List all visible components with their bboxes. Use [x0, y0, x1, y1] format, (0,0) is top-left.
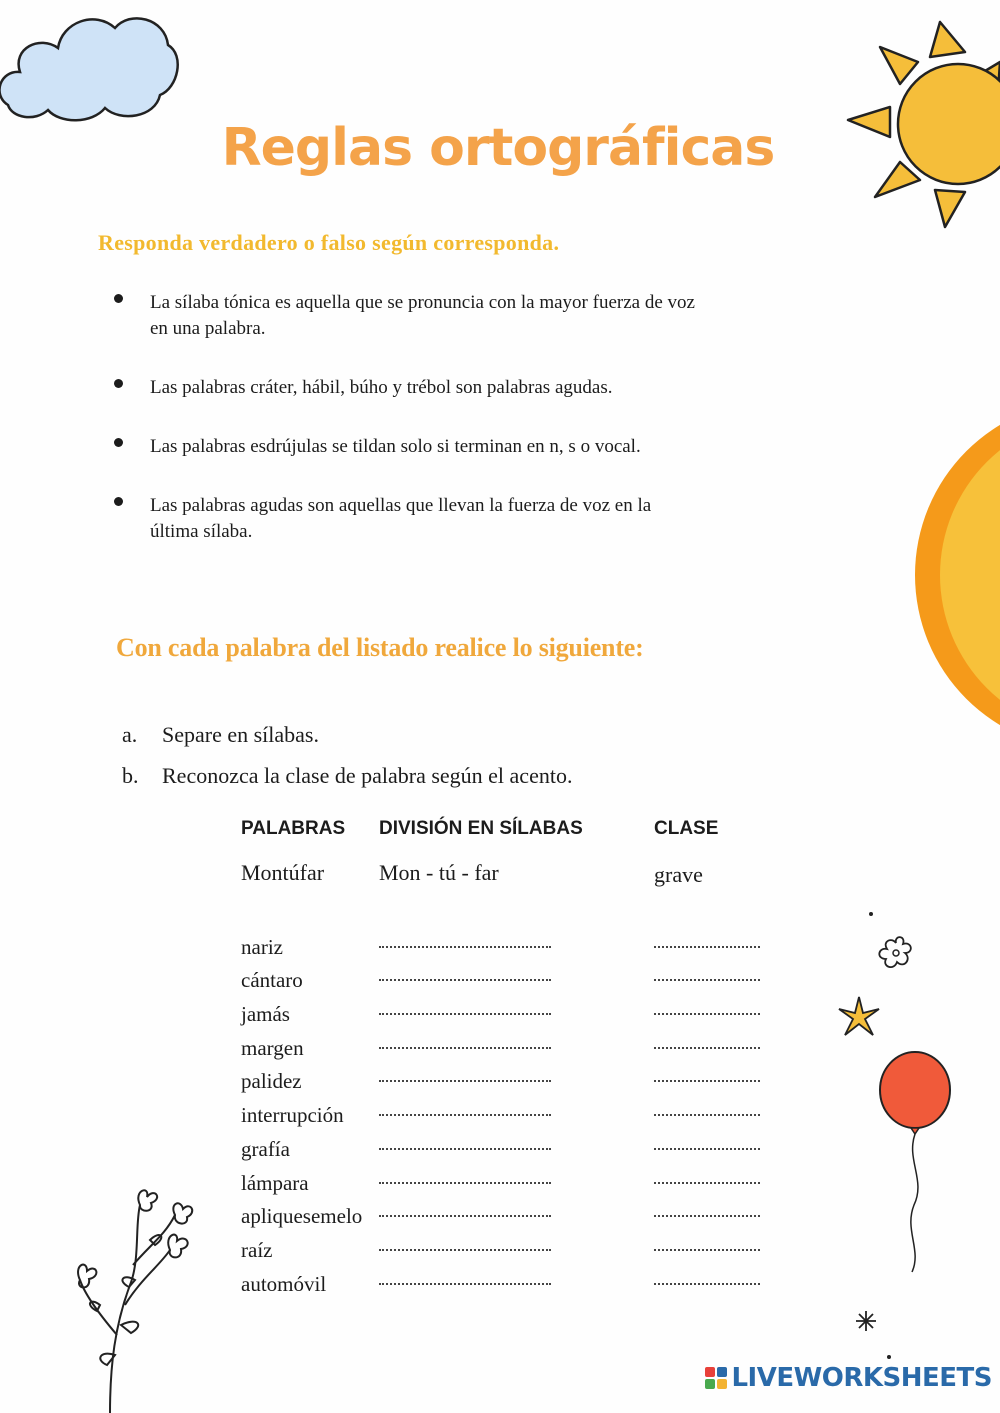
dot-decoration: [887, 1355, 891, 1359]
class-answer-field[interactable]: [654, 1137, 781, 1162]
division-answer-field[interactable]: [379, 1103, 654, 1128]
division-answer-field[interactable]: [379, 1137, 654, 1162]
word-cell: margen: [241, 1035, 304, 1060]
flower-doodle-icon: [876, 935, 916, 971]
bullet-icon: [114, 438, 123, 447]
table-row: [241, 1229, 781, 1263]
division-answer-field[interactable]: [379, 1002, 654, 1027]
example-class: grave: [654, 862, 703, 887]
header-clase: CLASE: [654, 818, 719, 839]
step-item: b. Reconozca la clase de palabra según el acento.: [122, 763, 573, 788]
header-palabras: PALABRAS: [241, 818, 346, 839]
word-cell: nariz: [241, 934, 283, 959]
table-row: [241, 993, 781, 1027]
instruction-word-list: Con cada palabra del listado realice lo siguiente:: [116, 633, 644, 662]
word-cell: raíz: [241, 1237, 273, 1262]
class-answer-field[interactable]: [654, 1103, 781, 1128]
header-division: DIVISIÓN EN SÍLABAS: [379, 818, 583, 839]
division-answer-field[interactable]: [379, 1069, 654, 1094]
list-item: Las palabras agudas son aquellas que llevan la fuerza de voz en la última sílaba.: [110, 493, 700, 545]
table-row: [241, 1263, 781, 1297]
table-row: [241, 1094, 781, 1128]
class-answer-field[interactable]: [654, 968, 781, 993]
list-item: La sílaba tónica es aquella que se pronuncia con la mayor fuerza de voz en una palabra.: [110, 290, 700, 342]
table-header: [241, 818, 781, 860]
bullet-icon: [114, 294, 123, 303]
plant-icon: [55, 1185, 205, 1413]
example-word: Montúfar: [241, 860, 325, 885]
class-answer-field[interactable]: [654, 1171, 781, 1196]
logo-icon: [705, 1367, 727, 1389]
sparkle-icon: [855, 1310, 877, 1332]
example-row: [241, 860, 781, 926]
division-answer-field[interactable]: [379, 1204, 654, 1229]
list-item: Las palabras cráter, hábil, búho y trébol son palabras agudas.: [110, 375, 700, 401]
page-title: Reglas ortográficas: [221, 118, 775, 178]
division-answer-field[interactable]: [379, 1238, 654, 1263]
word-cell: lámpara: [241, 1170, 309, 1195]
table-row: [241, 1027, 781, 1061]
word-cell: palidez: [241, 1069, 302, 1094]
bullet-icon: [114, 497, 123, 506]
steps-list: [122, 714, 572, 796]
class-answer-field[interactable]: [654, 1069, 781, 1094]
balloon-icon: [878, 1050, 958, 1280]
table-row: [241, 926, 781, 960]
table-row: [241, 1196, 781, 1230]
class-answer-field[interactable]: [654, 1002, 781, 1027]
liveworksheets-logo: LIVEWORKSHEETS: [705, 1363, 992, 1393]
word-cell: interrupción: [241, 1103, 344, 1128]
word-table: [241, 818, 781, 1297]
cloud-icon: [0, 0, 180, 125]
class-answer-field[interactable]: [654, 935, 781, 960]
instruction-true-false: Responda verdadero o falso según corresponda.: [98, 230, 560, 255]
class-answer-field[interactable]: [654, 1272, 781, 1297]
word-cell: grafía: [241, 1136, 290, 1161]
star-icon: [837, 995, 881, 1039]
step-item: a. Separe en sílabas.: [122, 722, 319, 747]
word-cell: cántaro: [241, 968, 303, 993]
word-cell: apliquesemelo: [241, 1204, 363, 1229]
division-answer-field[interactable]: [379, 1272, 654, 1297]
word-cell: jamás: [241, 1002, 290, 1027]
table-row: [241, 1061, 781, 1095]
example-division: Mon - tú - far: [379, 860, 499, 885]
division-answer-field[interactable]: [379, 1036, 654, 1061]
list-item: Las palabras esdrújulas se tildan solo si terminan en n, s o vocal.: [110, 434, 700, 460]
word-cell: automóvil: [241, 1271, 327, 1296]
bullet-icon: [114, 379, 123, 388]
statement-list: [110, 290, 700, 578]
class-answer-field[interactable]: [654, 1238, 781, 1263]
class-answer-field[interactable]: [654, 1036, 781, 1061]
table-row: [241, 960, 781, 994]
half-sun-icon: [890, 400, 1000, 750]
division-answer-field[interactable]: [379, 1171, 654, 1196]
table-row: [241, 1128, 781, 1162]
division-answer-field[interactable]: [379, 968, 654, 993]
dot-decoration: [869, 912, 873, 916]
table-row: [241, 1162, 781, 1196]
division-answer-field[interactable]: [379, 935, 654, 960]
class-answer-field[interactable]: [654, 1204, 781, 1229]
